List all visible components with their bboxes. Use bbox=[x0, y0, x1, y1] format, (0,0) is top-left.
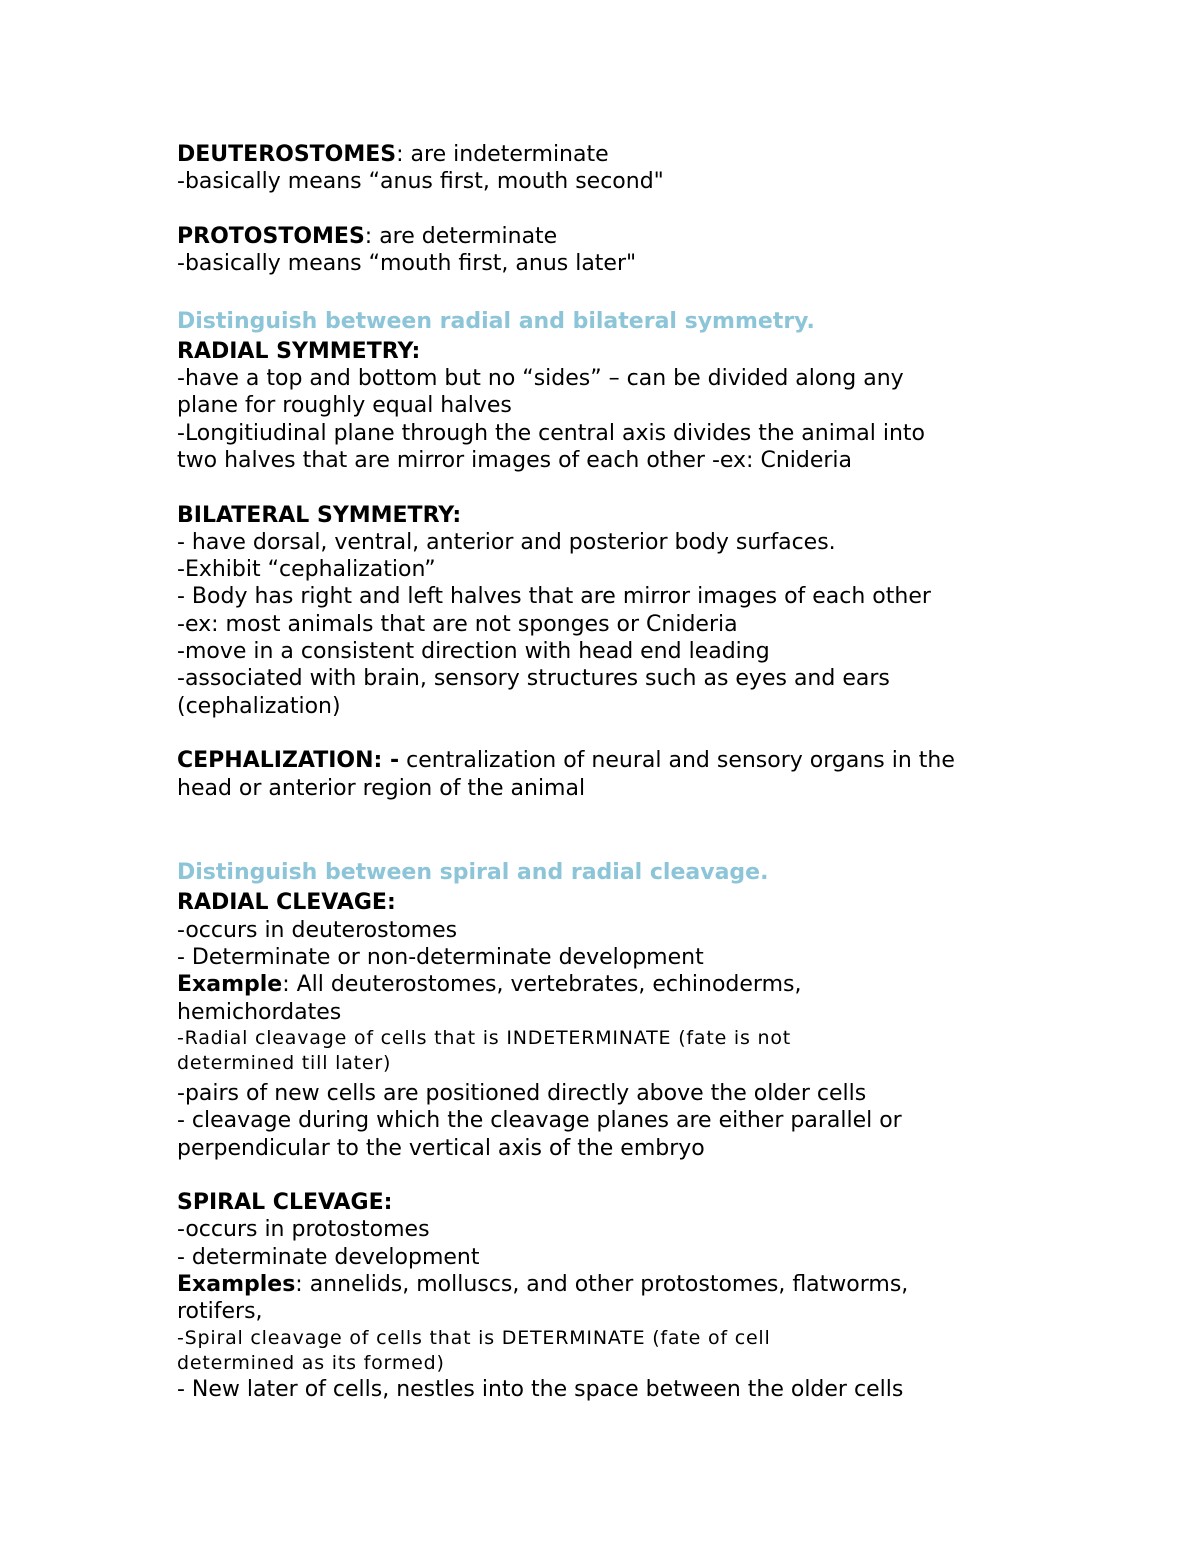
question-heading: Distinguish between spiral and radial cleavage. bbox=[177, 860, 769, 886]
deuterostomes-line: DEUTEROSTOMES: are indeterminate bbox=[177, 142, 609, 167]
protostomes-line: PROTOSTOMES: are determinate bbox=[177, 223, 558, 249]
text-line: hemichordates bbox=[177, 999, 342, 1025]
text-line: -pairs of new cells are positioned directly above the older cells bbox=[177, 1080, 867, 1106]
term-deuterostomes: DEUTEROSTOMES bbox=[177, 142, 397, 167]
text-line: - New later of cells, nestles into the space between the older cells bbox=[177, 1376, 904, 1402]
example-line: Examples: annelids, molluscs, and other protostomes, flatworms, bbox=[177, 1271, 909, 1297]
term-cephalization: CEPHALIZATION: - bbox=[177, 748, 400, 774]
text-line: - Determinate or non-determinate development bbox=[177, 945, 704, 971]
text-line: plane for roughly equal halves bbox=[177, 393, 512, 419]
text-line: -have a top and bottom but no “sides” – can be divided along any bbox=[177, 366, 904, 392]
text-line: (cephalization) bbox=[177, 693, 341, 719]
text-line: -associated with brain, sensory structures such as eyes and ears bbox=[177, 666, 890, 692]
cephalization-line: CEPHALIZATION: - centralization of neural and sensory organs in the bbox=[177, 748, 955, 774]
text-line: -Exhibit “cephalization” bbox=[177, 557, 436, 583]
spacer bbox=[177, 196, 1037, 223]
text-line: - Body has right and left halves that are mirror images of each other bbox=[177, 584, 931, 610]
text-line: -Radial cleavage of cells that is INDETERMINATE (fate is not bbox=[177, 1026, 792, 1049]
term-protostomes: PROTOSTOMES bbox=[177, 223, 365, 249]
text-line: - cleavage during which the cleavage planes are either parallel or bbox=[177, 1108, 902, 1134]
section-heading: BILATERAL SYMMETRY: bbox=[177, 502, 462, 528]
section-heading: RADIAL CLEVAGE: bbox=[177, 890, 396, 916]
text-line: - determinate development bbox=[177, 1244, 480, 1270]
spacer bbox=[177, 720, 1037, 747]
text-line: rotifers, bbox=[177, 1299, 263, 1325]
text-line: -occurs in deuterostomes bbox=[177, 917, 458, 943]
text-line: -ex: most animals that are not sponges or Cnideria bbox=[177, 611, 738, 637]
text-line: -move in a consistent direction with head end leading bbox=[177, 639, 770, 665]
document-body bbox=[177, 141, 1037, 1403]
spacer bbox=[177, 1162, 1037, 1189]
text-line: determined till later) bbox=[177, 1051, 392, 1074]
spacer bbox=[177, 802, 1037, 857]
text-line: -basically means “anus first, mouth second" bbox=[177, 169, 664, 195]
spacer bbox=[177, 277, 1037, 304]
text-line: -occurs in protostomes bbox=[177, 1217, 430, 1243]
text-line: -basically means “mouth first, anus later" bbox=[177, 251, 637, 277]
text-line: -Spiral cleavage of cells that is DETERMINATE (fate of cell bbox=[177, 1326, 771, 1349]
text-line: perpendicular to the vertical axis of the embryo bbox=[177, 1135, 705, 1161]
section-heading: RADIAL SYMMETRY: bbox=[177, 338, 421, 364]
question-heading: Distinguish between radial and bilateral symmetry. bbox=[177, 308, 815, 334]
text-line: -Longitiudinal plane through the central axis divides the animal into bbox=[177, 420, 925, 446]
text-line: determined as its formed) bbox=[177, 1351, 445, 1374]
text-line: - have dorsal, ventral, anterior and posterior body surfaces. bbox=[177, 529, 836, 555]
text-line: two halves that are mirror images of each other -ex: Cnideria bbox=[177, 447, 853, 473]
section-heading: SPIRAL CLEVAGE: bbox=[177, 1190, 393, 1216]
spacer bbox=[177, 474, 1037, 501]
example-line: Example: All deuterostomes, vertebrates, echinoderms, bbox=[177, 972, 802, 998]
text-line: head or anterior region of the animal bbox=[177, 775, 586, 801]
